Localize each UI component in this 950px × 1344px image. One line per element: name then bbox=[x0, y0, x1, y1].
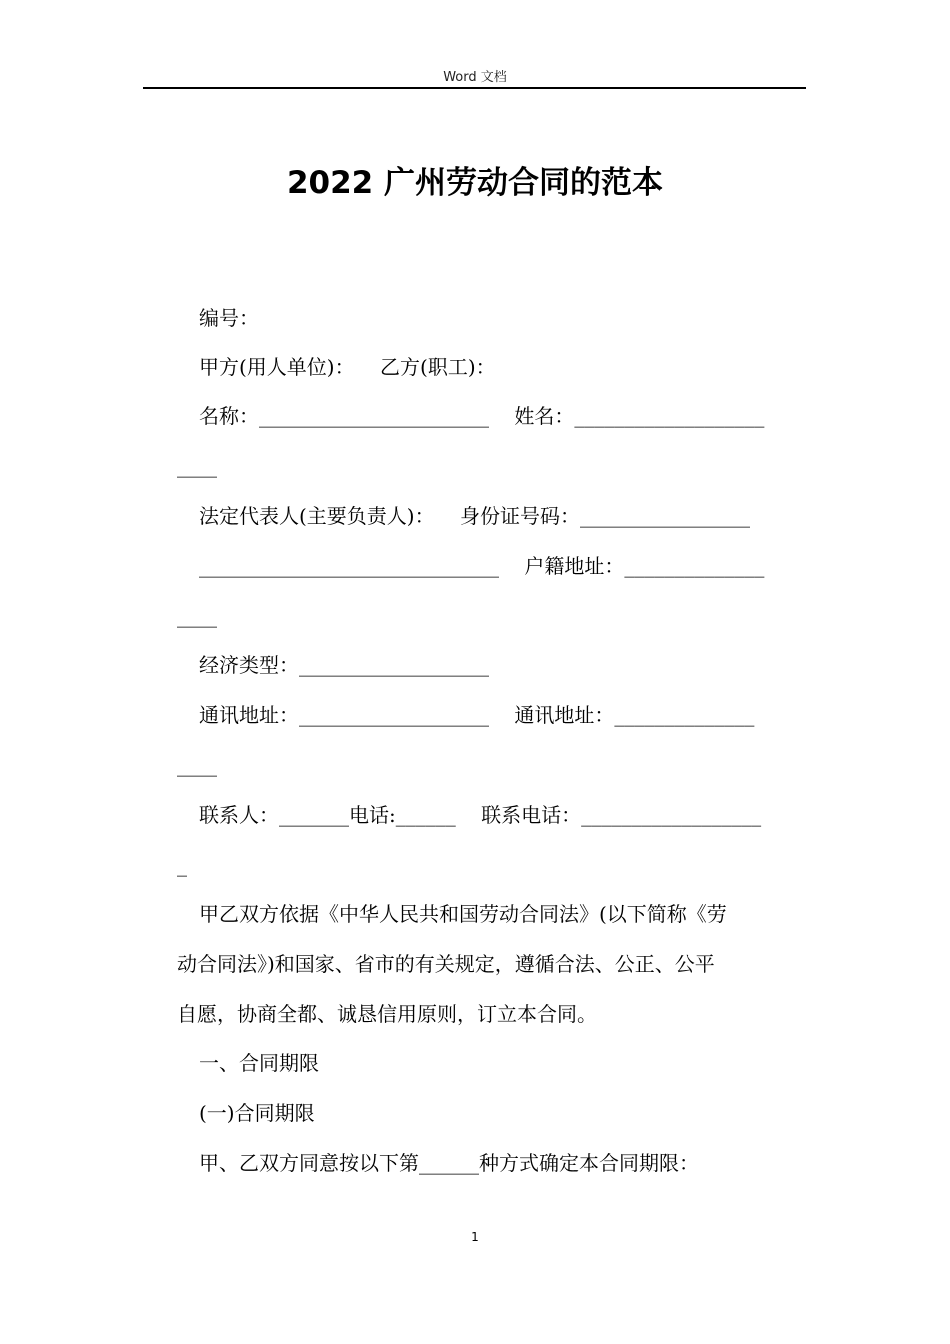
text-line: 法定代表人(主要负责人)： 身份证号码：_________________ bbox=[199, 504, 751, 528]
text-line: 经济类型：___________________ bbox=[199, 653, 489, 677]
text-line: ____ bbox=[177, 753, 217, 777]
text-line: ____ bbox=[177, 454, 217, 478]
text-line: 甲乙双方依据《中华人民共和国劳动合同法》(以下简称《劳 bbox=[199, 902, 727, 926]
text-line: 通讯地址：___________________ 通讯地址：______________ bbox=[199, 703, 755, 727]
text-line: _ bbox=[177, 853, 187, 877]
page-number: 1 bbox=[471, 1230, 479, 1244]
header-rule bbox=[143, 87, 806, 89]
text-line: ______________________________ 户籍地址：______________ bbox=[199, 554, 765, 578]
text-line: 甲方(用人单位)： 乙方(职工)： bbox=[199, 355, 496, 379]
text-line: 甲、乙双方同意按以下第______种方式确定本合同期限： bbox=[199, 1151, 699, 1175]
text-line: 自愿，协商全都、诚恳信用原则，订立本合同。 bbox=[177, 1002, 597, 1026]
text-line: 编号： bbox=[199, 306, 259, 330]
document-title: 2022 广州劳动合同的范本 bbox=[286, 165, 664, 201]
text-line: ____ bbox=[177, 604, 217, 628]
text-line: 联系人：_______电话:______ 联系电话：__________________ bbox=[199, 803, 762, 827]
page-header: Word 文档 bbox=[443, 70, 507, 85]
text-line: 动合同法》)和国家、省市的有关规定，遵循合法、公正、公平 bbox=[177, 952, 715, 976]
text-line: 名称：_______________________ 姓名：___________________ bbox=[199, 404, 765, 428]
text-line: (一)合同期限 bbox=[199, 1101, 315, 1125]
text-line: 一、合同期限 bbox=[199, 1051, 319, 1075]
